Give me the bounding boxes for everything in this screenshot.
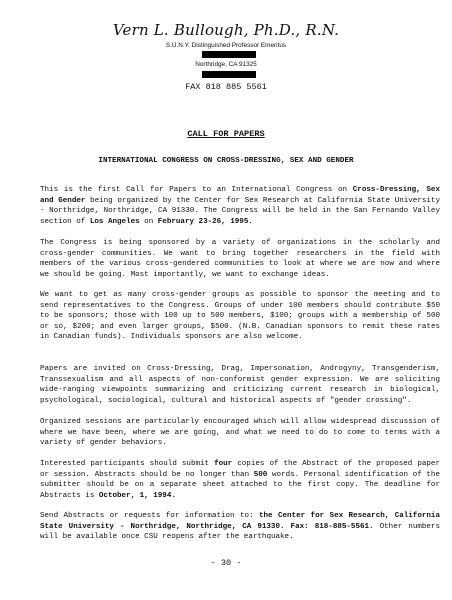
text-run-bold: four (214, 460, 233, 468)
text-run: words. Personal identification of the submitter should be on a separate sheet attached to the first copy. The deadline for Abstracts is (40, 470, 440, 500)
page-number: - 30 - (210, 558, 242, 568)
paragraph-contact (40, 511, 440, 543)
congress-title: INTERNATIONAL CONGRESS ON CROSS-DRESSING, SEX AND GENDER (98, 157, 354, 165)
text-run: This is the first Call for Papers to an International Congress on (40, 186, 348, 194)
paragraph-sponsorship: The Congress is being sponsored by a variety of organizations in the scholarly and cross-gender communities. We want to bring together researchers in the field with members of the various cross-gendered communities to look at where we are now and where we should be going. Most importantly, we want to exchange ideas. (40, 239, 440, 279)
text-run: copies of the Abstract of the proposed paper or session. Abstracts should be no longer than (40, 460, 440, 479)
call-for-papers-heading: CALL FOR PAPERS (187, 129, 265, 139)
letterhead-title: S.U.N.Y. Distinguished Professor Emeritus (165, 42, 287, 49)
letterhead-name: Vern L. Bullough, Ph.D., R.N. (112, 21, 340, 39)
text-run-bold: Cross-Dressing, Sex and Gender (40, 186, 440, 205)
paragraph-intro (40, 185, 440, 227)
text-run: on (139, 217, 158, 226)
text-run-bold: the Center for Sex Research, California State University - Northridge, Northridge, CA 91330. Fax: 818-885-5561. (40, 512, 440, 531)
text-run-bold: Los Angeles (89, 217, 140, 226)
text-run-bold: 500 (253, 470, 268, 479)
paragraph-papers-invited: Papers are invited on Cross-Dressing, Drag, Impersonation, Androgyny, Transgenderism, Transsexualism and all aspects of non-conformist gender expression. We are soliciting wide-ranging viewpoints summarizing and criticizing current research in biological, psychological, sociological, cultural and historical aspects of "gender crossing". (40, 365, 440, 405)
text-run-bold: February 23-26, 1995. (157, 217, 253, 226)
paragraph-sessions: Organized sessions are particularly encouraged which will allow widespread discussion of where we have been, where we are going, and what we need to do to come to terms with a variety of gender behaviors. (40, 418, 440, 448)
paragraph-sponsors-fees: We want to get as many cross-gender groups as possible to sponsor the meeting and to send representatives to the Congress. Groups of under 100 members should contribute $50 to be sponsors; those with 100 up to 500 members, $100; groups with a membership of 500 or so, $200; and even larger groups, $500. (N.B. Canadian sponsors to remit these rates in Canadian funds). Individuals sponsors are also welcome. (40, 291, 440, 342)
letterhead-city: Northridge, CA 91325 (195, 61, 257, 68)
text-run: being organized by the Center for Sex Research at California State University - Northridge, Northridge, CA 91330. The Congress will be held in the San Fernando Valley section of (40, 196, 440, 226)
text-run: Send Abstracts or requests for information to: (40, 512, 259, 520)
redacted-address (202, 51, 256, 58)
text-run-bold: October, 1, 1994. (98, 491, 176, 500)
paragraph-abstracts (40, 459, 440, 501)
letterhead-fax: FAX 818 885 5561 (185, 82, 267, 92)
text-run: Other numbers will be available once CSU reopens after the earthquake. (40, 522, 440, 542)
text-run: Interested participants should submit (40, 460, 215, 468)
redacted-phone (202, 71, 256, 78)
